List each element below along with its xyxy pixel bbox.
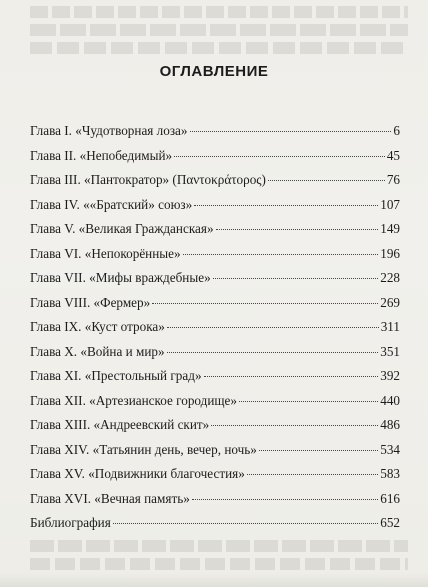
toc-entry bbox=[30, 172, 400, 197]
dot-leader bbox=[211, 425, 378, 426]
toc-entry bbox=[30, 246, 400, 271]
toc-entry-label: Глава VI. «Непокорённые» bbox=[30, 245, 181, 261]
toc-entry bbox=[30, 295, 400, 320]
toc-entry bbox=[30, 442, 400, 467]
show-through-decoration bbox=[30, 24, 408, 36]
dot-leader bbox=[216, 229, 379, 230]
toc-entry bbox=[30, 368, 400, 393]
dot-leader bbox=[167, 352, 379, 353]
toc-entry bbox=[30, 393, 400, 418]
toc-entry-label: Глава XVI. «Вечная память» bbox=[30, 490, 190, 506]
toc-entry-page-number: 486 bbox=[380, 417, 400, 432]
page-shadow bbox=[0, 573, 428, 587]
toc-entry-page-number: 196 bbox=[380, 245, 400, 261]
dot-leader bbox=[152, 303, 378, 304]
toc-entry-page-number: 616 bbox=[380, 490, 400, 506]
show-through-decoration bbox=[30, 540, 408, 552]
toc-entry-page-number: 269 bbox=[380, 294, 400, 310]
dot-leader bbox=[268, 180, 385, 181]
toc-entry-label: Глава XIII. «Андреевский скит» bbox=[30, 417, 210, 432]
toc-entry bbox=[30, 319, 400, 344]
toc-entry-page-number: 652 bbox=[380, 515, 400, 530]
toc-entry-page-number: 351 bbox=[380, 343, 400, 359]
toc-entry bbox=[30, 491, 400, 516]
toc-entry bbox=[30, 515, 400, 540]
toc-entry-label: Глава VIII. «Фермер» bbox=[30, 294, 151, 310]
toc-entry-label: Глава IV. ««Братский» союз» bbox=[30, 196, 193, 212]
toc-entry-label: Глава II. «Непобедимый» bbox=[30, 147, 173, 163]
toc-entry bbox=[30, 197, 400, 222]
toc-entry-label: Глава XII. «Артезианское городище» bbox=[30, 392, 238, 408]
toc-entry-page-number: 311 bbox=[380, 319, 400, 334]
toc-entry-page-number: 228 bbox=[380, 270, 400, 285]
toc-entry-label: Глава XIV. «Татьянин день, вечер, ночь» bbox=[30, 441, 257, 457]
toc-entry-label: Глава X. «Война и мир» bbox=[30, 343, 165, 359]
show-through-decoration bbox=[30, 6, 408, 18]
toc-entry-page-number: 45 bbox=[386, 147, 400, 163]
dot-leader bbox=[174, 156, 385, 157]
toc-entry-page-number: 6 bbox=[393, 123, 400, 138]
toc-entry bbox=[30, 344, 400, 369]
toc-entry-label: Библиография bbox=[30, 515, 111, 530]
toc-entry-page-number: 76 bbox=[386, 172, 400, 187]
table-of-contents bbox=[30, 123, 400, 540]
dot-leader bbox=[190, 131, 392, 132]
toc-entry-page-number: 583 bbox=[380, 466, 400, 481]
dot-leader bbox=[204, 376, 379, 377]
toc-entry bbox=[30, 466, 400, 491]
toc-entry bbox=[30, 123, 400, 148]
dot-leader bbox=[113, 523, 378, 524]
toc-entry-label: Глава V. «Великая Гражданская» bbox=[30, 221, 214, 236]
toc-entry-label: Глава VII. «Мифы враждебные» bbox=[30, 270, 211, 285]
dot-leader bbox=[247, 474, 378, 475]
dot-leader bbox=[213, 278, 379, 279]
toc-entry-label: Глава IX. «Куст отрока» bbox=[30, 319, 165, 334]
toc-entry-page-number: 440 bbox=[380, 392, 400, 408]
show-through-decoration bbox=[30, 558, 408, 570]
toc-entry-page-number: 149 bbox=[380, 221, 400, 236]
toc-entry-label: Глава XI. «Престольный град» bbox=[30, 368, 202, 383]
toc-entry bbox=[30, 148, 400, 173]
toc-entry-page-number: 534 bbox=[380, 441, 400, 457]
toc-entry bbox=[30, 270, 400, 295]
toc-entry-page-number: 392 bbox=[380, 368, 400, 383]
dot-leader bbox=[259, 450, 378, 451]
dot-leader bbox=[239, 401, 378, 402]
toc-entry bbox=[30, 417, 400, 442]
toc-entry-label: Глава III. «Пантократор» (Παντοκράτορος) bbox=[30, 172, 266, 187]
page-title: ОГЛАВЛЕНИЕ bbox=[159, 63, 269, 80]
show-through-decoration bbox=[30, 42, 408, 54]
dot-leader bbox=[192, 499, 378, 500]
toc-entry bbox=[30, 221, 400, 246]
dot-leader bbox=[167, 327, 379, 328]
toc-entry-label: Глава I. «Чудотворная лоза» bbox=[30, 123, 188, 138]
toc-entry-page-number: 107 bbox=[380, 196, 400, 212]
dot-leader bbox=[194, 205, 378, 206]
dot-leader bbox=[183, 254, 379, 255]
toc-entry-label: Глава XV. «Подвижники благочестия» bbox=[30, 466, 245, 481]
